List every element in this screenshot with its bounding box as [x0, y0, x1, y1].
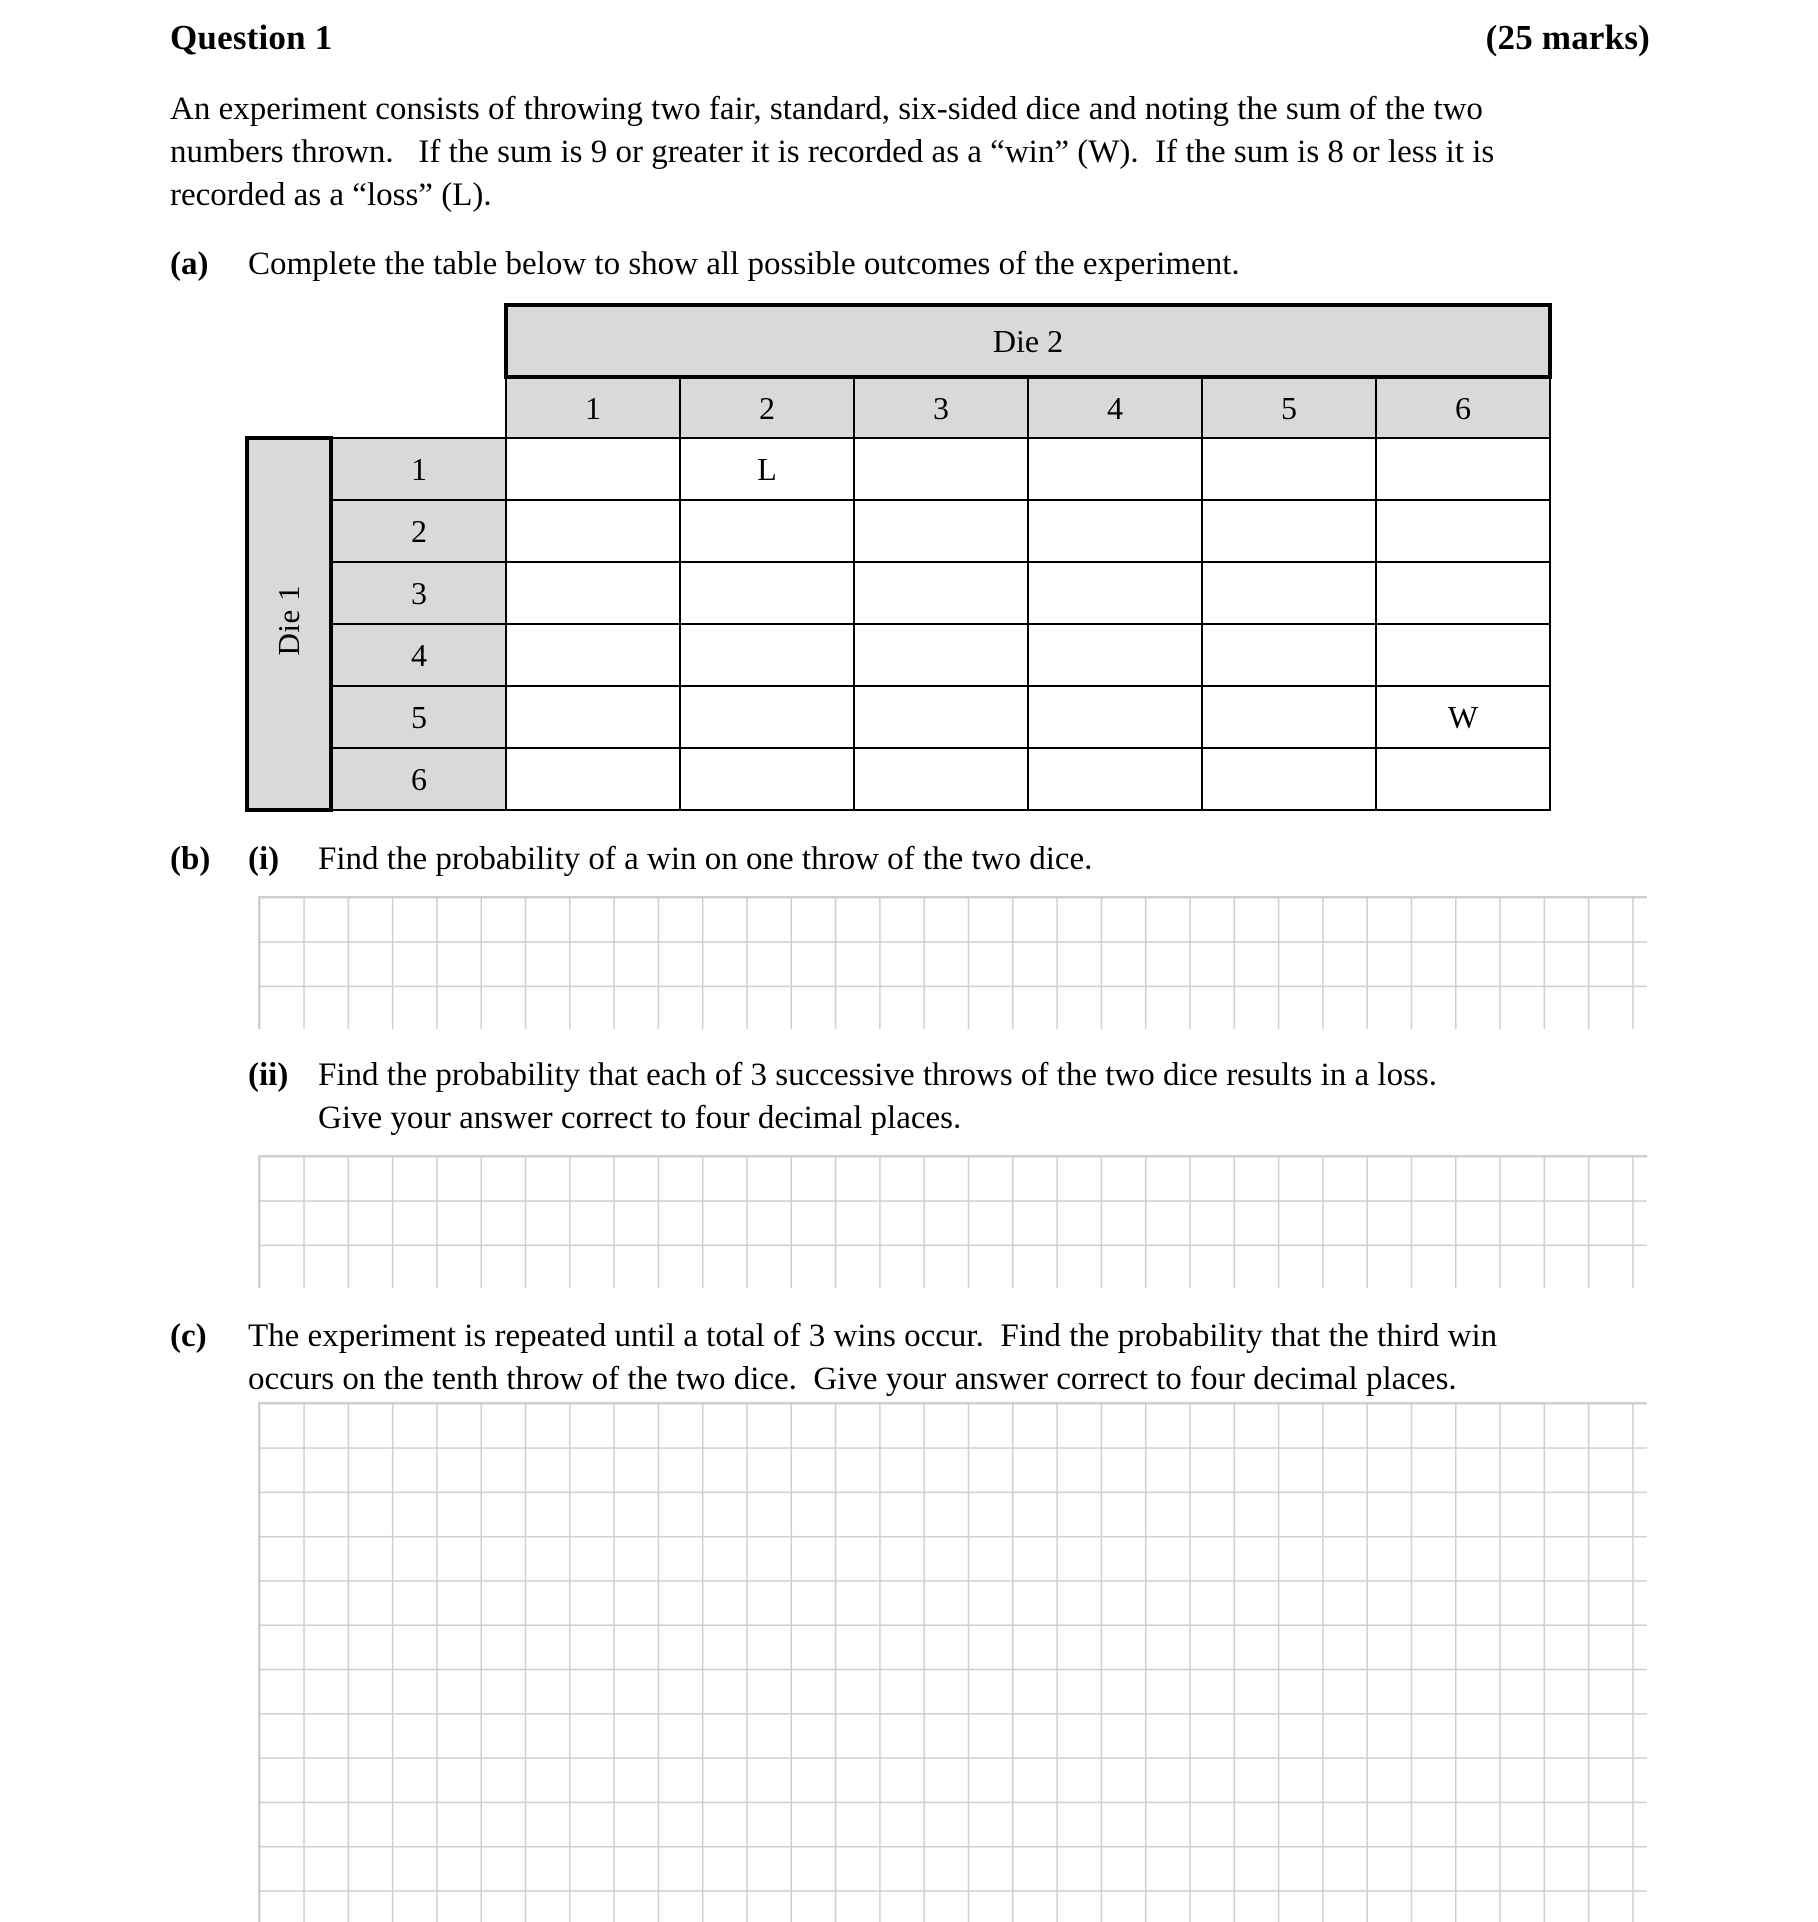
table-corner-spacer-4 [331, 377, 506, 438]
answer-grid-b-i[interactable] [258, 896, 1647, 1029]
part-b-ii-line-2: Give your answer correct to four decimal places. [318, 1099, 962, 1136]
die1-row-header-6: 6 [331, 748, 506, 810]
outcomes-table-container [245, 303, 1552, 812]
part-b-ii [248, 1054, 1648, 1140]
outcome-cell-r1c3[interactable] [854, 438, 1028, 500]
die1-row-header-2: 2 [331, 500, 506, 562]
part-b-ii-text [318, 1054, 1648, 1140]
outcome-cell-r4c5[interactable] [1202, 624, 1376, 686]
outcome-cell-r6c6[interactable] [1376, 748, 1550, 810]
part-c-text [248, 1315, 1670, 1401]
table-row [247, 686, 1550, 748]
outcome-cell-r4c4[interactable] [1028, 624, 1202, 686]
part-a-text: Complete the table below to show all possible outcomes of the experiment. [248, 246, 1240, 282]
outcome-cell-r5c1[interactable] [506, 686, 680, 748]
table-corner-spacer-2 [331, 305, 506, 377]
outcome-cell-r5c3[interactable] [854, 686, 1028, 748]
die1-group-header [247, 438, 331, 810]
part-b-i [170, 838, 1650, 881]
part-c [170, 1315, 1670, 1401]
outcome-cell-r6c5[interactable] [1202, 748, 1376, 810]
marks-label: (25 marks) [1485, 18, 1650, 57]
part-a [170, 243, 1650, 286]
die2-col-header-2: 2 [680, 377, 854, 438]
outcome-cell-r5c5[interactable] [1202, 686, 1376, 748]
outcome-cell-r3c6[interactable] [1376, 562, 1550, 624]
outcome-cell-r2c4[interactable] [1028, 500, 1202, 562]
part-c-tag: (c) [170, 1318, 207, 1354]
die2-col-header-4: 4 [1028, 377, 1202, 438]
part-b-ii-tag: (ii) [248, 1057, 289, 1093]
page-header [170, 18, 1650, 58]
outcome-cell-r4c6[interactable] [1376, 624, 1550, 686]
table-col-group-row [247, 305, 1550, 377]
table-corner-spacer-3 [247, 377, 331, 438]
part-c-line-1: The experiment is repeated until a total of 3 wins occur. Find the probability that the third win [248, 1318, 1498, 1354]
outcome-cell-r1c6[interactable] [1376, 438, 1550, 500]
die1-row-header-3: 3 [331, 562, 506, 624]
outcome-cell-r1c5[interactable] [1202, 438, 1376, 500]
outcome-cell-r4c3[interactable] [854, 624, 1028, 686]
table-row [247, 500, 1550, 562]
part-a-tag: (a) [170, 246, 209, 282]
die2-col-header-3: 3 [854, 377, 1028, 438]
outcome-cell-r3c2[interactable] [680, 562, 854, 624]
outcome-cell-r2c5[interactable] [1202, 500, 1376, 562]
outcome-cell-r2c6[interactable] [1376, 500, 1550, 562]
answer-grid-c[interactable] [258, 1402, 1647, 1922]
table-row [247, 438, 1550, 500]
part-b-i-text: Find the probability of a win on one throw of the two dice. [318, 841, 1093, 877]
table-col-header-row [247, 377, 1550, 438]
intro-line-1: An experiment consists of throwing two fair, standard, six-sided dice and noting the sum of the two [170, 91, 1483, 127]
outcome-cell-r1c1[interactable] [506, 438, 680, 500]
outcomes-table [245, 303, 1552, 812]
outcome-cell-r6c3[interactable] [854, 748, 1028, 810]
intro-line-2: numbers thrown. If the sum is 9 or greater it is recorded as a “win” (W). If the sum is 8 or less it is [170, 133, 1495, 170]
table-corner-spacer-1 [247, 305, 331, 377]
part-c-line-2: occurs on the tenth throw of the two dice. Give your answer correct to four decimal places. [248, 1360, 1457, 1397]
part-b-i-tag: (i) [248, 841, 280, 877]
outcome-cell-r3c5[interactable] [1202, 562, 1376, 624]
outcome-cell-r4c2[interactable] [680, 624, 854, 686]
outcome-cell-r6c2[interactable] [680, 748, 854, 810]
die1-row-header-5: 5 [331, 686, 506, 748]
intro-line-3: recorded as a “loss” (L). [170, 176, 492, 213]
part-b-ii-line-1: Find the probability that each of 3 successive throws of the two dice results in a loss. [318, 1057, 1438, 1093]
die2-col-header-5: 5 [1202, 377, 1376, 438]
die1-row-header-4: 4 [331, 624, 506, 686]
outcome-cell-r5c6[interactable]: W [1376, 686, 1550, 748]
outcome-cell-r3c4[interactable] [1028, 562, 1202, 624]
outcome-cell-r4c1[interactable] [506, 624, 680, 686]
table-row [247, 562, 1550, 624]
die1-row-header-1: 1 [331, 438, 506, 500]
die2-group-header: Die 2 [506, 305, 1550, 377]
outcome-cell-r1c4[interactable] [1028, 438, 1202, 500]
outcome-cell-r5c2[interactable] [680, 686, 854, 748]
outcome-cell-r2c3[interactable] [854, 500, 1028, 562]
part-b-tag: (b) [170, 841, 211, 877]
die1-group-header-label: Die 1 [271, 584, 306, 656]
outcome-cell-r3c3[interactable] [854, 562, 1028, 624]
outcome-cell-r1c2[interactable]: L [680, 438, 854, 500]
outcome-cell-r3c1[interactable] [506, 562, 680, 624]
outcome-cell-r6c1[interactable] [506, 748, 680, 810]
answer-grid-b-ii[interactable] [258, 1155, 1647, 1288]
outcome-cell-r2c2[interactable] [680, 500, 854, 562]
page-title: Question 1 [170, 18, 333, 57]
outcome-cell-r5c4[interactable] [1028, 686, 1202, 748]
die2-col-header-1: 1 [506, 377, 680, 438]
die2-col-header-6: 6 [1376, 377, 1550, 438]
outcome-cell-r6c4[interactable] [1028, 748, 1202, 810]
intro-paragraph [170, 88, 1650, 217]
table-row [247, 748, 1550, 810]
table-row [247, 624, 1550, 686]
outcome-cell-r2c1[interactable] [506, 500, 680, 562]
